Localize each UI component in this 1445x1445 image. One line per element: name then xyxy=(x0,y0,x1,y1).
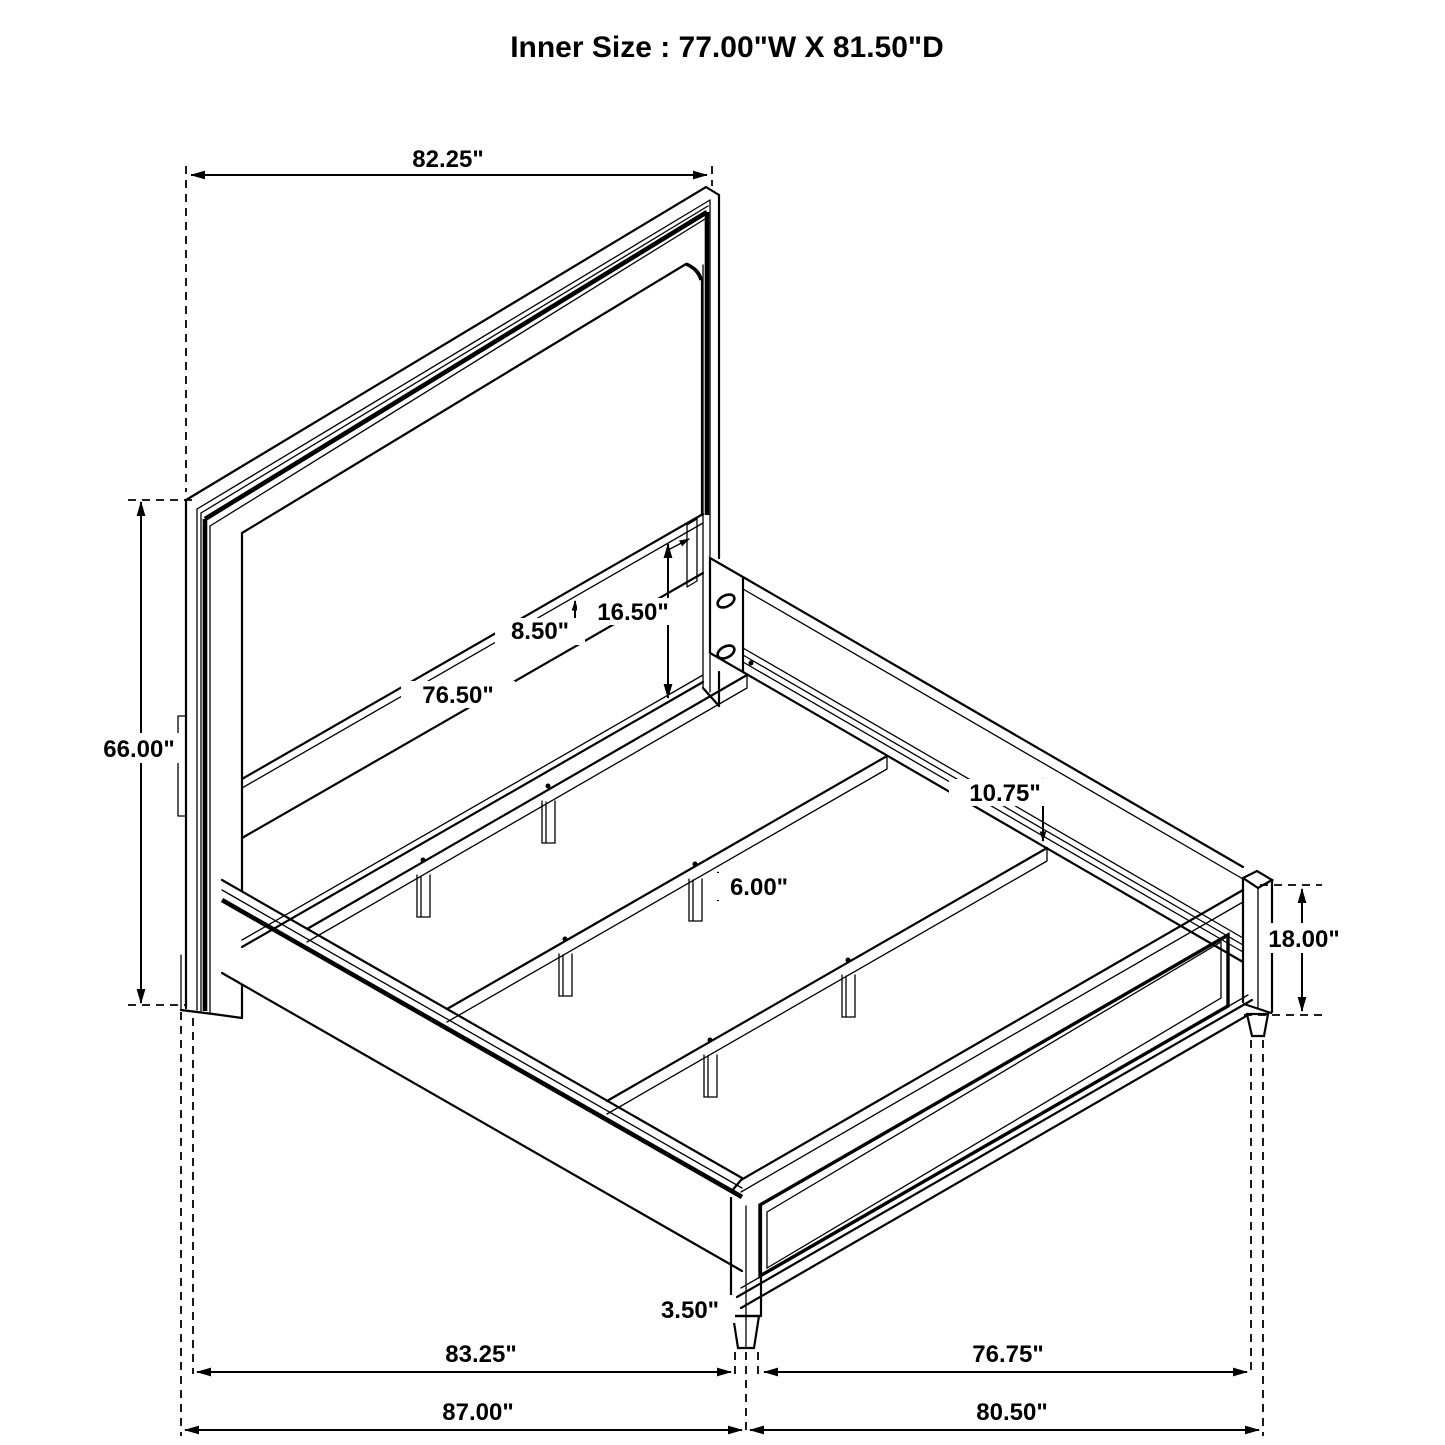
dim-headboard-inner-width xyxy=(401,681,515,709)
dim-label-footboard-height: 18.00" xyxy=(1268,926,1340,953)
dim-label-side-inner-length: 83.25" xyxy=(445,1341,517,1368)
dim-rail-inner-depth xyxy=(949,779,1061,841)
dim-label-footboard-inner-width: 76.75" xyxy=(972,1341,1044,1368)
slat-1 xyxy=(307,675,747,942)
dim-headboard-width xyxy=(186,146,712,492)
dim-label-slat-leg-height: 6.00" xyxy=(729,874,789,901)
dim-slat-leg-height xyxy=(714,872,804,901)
side-rail-right xyxy=(743,577,1243,962)
diagram-title: Inner Size : 77.00"W X 81.50"D xyxy=(510,31,944,64)
dim-side-inner-length xyxy=(197,1340,731,1372)
footboard xyxy=(731,871,1272,1348)
slat-2 xyxy=(447,756,887,1022)
dim-label-rail-inner-depth: 10.75" xyxy=(969,780,1041,807)
dim-label-side-overall-length: 87.00" xyxy=(442,1399,514,1426)
side-rail-left xyxy=(222,880,742,1271)
dim-footboard-inner-width xyxy=(764,1340,1247,1372)
dim-label-headboard-height: 66.00" xyxy=(103,736,175,763)
dim-label-foot-leg-height: 3.50" xyxy=(660,1297,720,1324)
dim-headboard-height xyxy=(98,500,198,1005)
dim-side-overall-length xyxy=(185,1398,742,1430)
dim-label-headboard-post-clearance: 16.50" xyxy=(597,599,669,626)
dim-footboard-height xyxy=(1244,885,1347,1015)
dim-footboard-overall-width xyxy=(750,1398,1259,1430)
dim-label-headboard-rail-height: 8.50" xyxy=(510,618,570,645)
dim-label-headboard-inner-width: 76.50" xyxy=(422,682,494,709)
dim-label-footboard-overall-width: 80.50" xyxy=(976,1399,1048,1426)
rail-bracket xyxy=(710,558,743,672)
dim-foot-leg-height xyxy=(645,1295,735,1324)
dim-label-headboard-width: 82.25" xyxy=(412,146,484,173)
slat-3 xyxy=(607,848,1047,1114)
